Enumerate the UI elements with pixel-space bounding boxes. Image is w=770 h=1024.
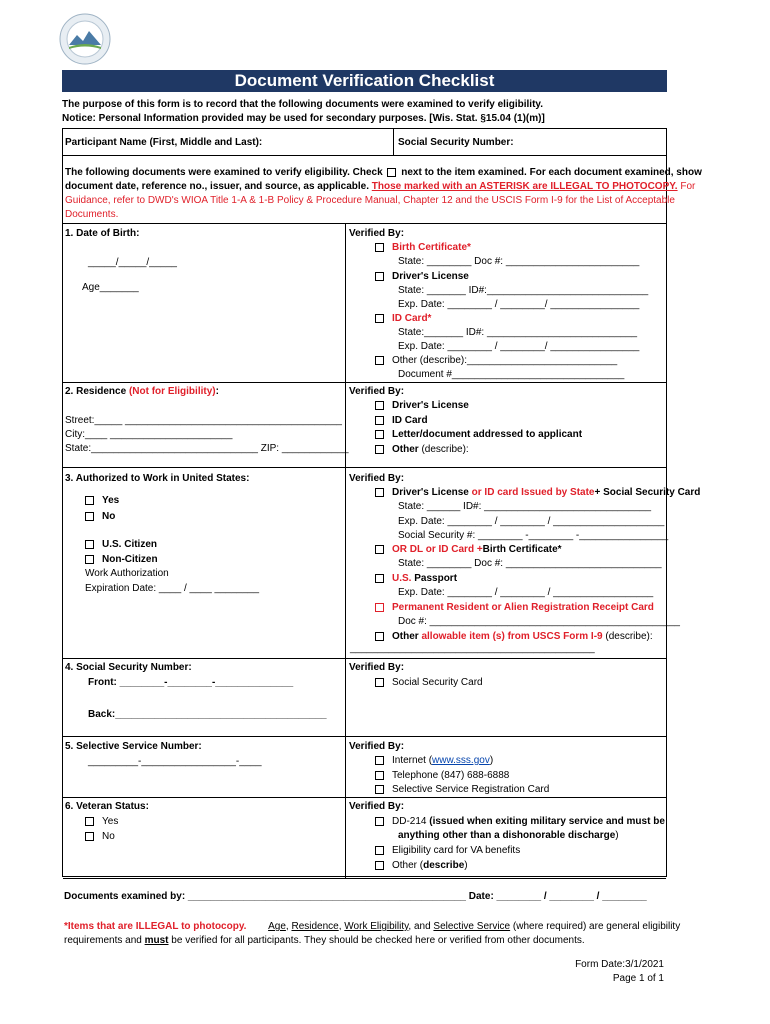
ssn-field[interactable] <box>394 147 667 155</box>
id-state-field[interactable]: State:_______ ID#: ___________________________ <box>398 327 638 338</box>
residence-other-option[interactable]: Other (describe): <box>375 443 469 456</box>
veteran-other-option[interactable]: Other (describe) <box>375 859 468 872</box>
checkbox[interactable] <box>375 445 384 454</box>
checkbox[interactable] <box>375 785 384 794</box>
illegal-notice: Those marked with an ASTERISK are ILLEGAL TO PHOTOCOPY. <box>371 181 678 192</box>
dob-field[interactable]: _____/_____/_____ <box>88 257 177 268</box>
ssn-verified-by: Verified By: <box>349 662 405 673</box>
instructions-line2: document date, reference no., issuer, and source, as applicable. Those marked with an ASTERISK are ILLEGAL TO PHOTOCOPY. For <box>65 181 696 192</box>
checkbox[interactable] <box>375 243 384 252</box>
sss-link[interactable]: www.sss.gov <box>432 755 490 766</box>
checkbox[interactable] <box>375 771 384 780</box>
residence-verified-by: Verified By: <box>349 386 405 397</box>
agency-seal-logo <box>59 13 111 65</box>
city-field[interactable]: City:____ ______________________ <box>65 429 233 440</box>
internet-option[interactable]: Internet (www.sss.gov) <box>375 754 493 767</box>
ssn-label: Social Security Number: <box>398 137 514 148</box>
checkbox[interactable] <box>85 555 94 564</box>
selective-service-label: 5. Selective Service Number: <box>65 741 202 752</box>
veteran-yes-option[interactable]: Yes <box>85 815 118 828</box>
checkbox[interactable] <box>375 545 384 554</box>
work-other-option[interactable]: Other allowable item (s) from USCS Form I-9 (describe): <box>375 630 653 643</box>
passport-exp-field[interactable]: Exp. Date: ________ / ________ / __________________ <box>398 587 654 598</box>
ss-card-option[interactable]: Social Security Card <box>375 676 483 689</box>
checkbox[interactable] <box>85 817 94 826</box>
residence-dl-option[interactable]: Driver's License <box>375 399 469 412</box>
va-card-option[interactable]: Eligibility card for VA benefits <box>375 844 520 857</box>
veteran-label: 6. Veteran Status: <box>65 801 149 812</box>
checkbox[interactable] <box>85 540 94 549</box>
work-verified-by: Verified By: <box>349 473 405 484</box>
checkbox[interactable] <box>375 678 384 687</box>
checkbox[interactable] <box>375 632 384 641</box>
participant-name-field[interactable] <box>63 147 393 155</box>
age-field[interactable]: Age_______ <box>82 282 139 293</box>
work-dl-state-field[interactable]: State: ______ ID#: ______________________________ <box>398 501 652 512</box>
dob-other-option[interactable]: Other (describe):___________________________ <box>375 354 617 367</box>
birth-cert-state-field[interactable]: State: ________ Doc #: ________________________ <box>398 256 640 267</box>
state-zip-field[interactable]: State:______________________________ ZIP: ____________ <box>65 443 349 454</box>
work-yes-option[interactable]: Yes <box>85 494 119 507</box>
id-exp-field[interactable]: Exp. Date: ________ / ________/ ________________ <box>398 341 640 352</box>
or-dl-state-field[interactable]: State: ________ Doc #: ____________________________ <box>398 558 662 569</box>
checkbox[interactable] <box>375 756 384 765</box>
guidance-end: Documents. <box>65 209 119 220</box>
drivers-license-option[interactable]: Driver's License <box>375 270 469 283</box>
ssn-front-field[interactable]: Front: ________-________-______________ <box>88 677 294 688</box>
checkbox[interactable] <box>375 416 384 425</box>
veteran-no-option[interactable]: No <box>85 830 115 843</box>
prc-doc-field[interactable]: Doc #: _____________________________________________ <box>398 616 680 627</box>
work-dl-exp-field[interactable]: Exp. Date: ________ / ________ / ____________________ <box>398 516 665 527</box>
or-dl-option[interactable]: OR DL or ID Card +Birth Certificate* <box>375 543 562 556</box>
guidance-line: Guidance, refer to DWD's WIOA Title 1-A & 1-B Policy & Procedure Manual, Chapter 12 and the USCIS Form I-9 for the List of Acceptable <box>65 195 675 206</box>
residence-label: 2. Residence (Not for Eligibility): <box>65 386 219 397</box>
footer-line2: requirements and must be verified for all participants. They should be checked here or verified from other documents. <box>64 935 585 946</box>
checkbox[interactable] <box>375 846 384 855</box>
dob-label: 1. Date of Birth: <box>65 228 140 239</box>
birth-certificate-option[interactable]: Birth Certificate* <box>375 241 471 254</box>
checkbox[interactable] <box>85 496 94 505</box>
purpose-text: The purpose of this form is to record that the following documents were examined to verify eligibility. <box>62 99 543 110</box>
work-ssn-field[interactable]: Social Security #: ________ -________ -________________ <box>398 530 669 541</box>
residence-letter-option[interactable]: Letter/document addressed to applicant <box>375 428 582 441</box>
checkbox[interactable] <box>375 314 384 323</box>
dd214-option[interactable]: DD-214 (issued when exiting military service and must be <box>375 815 665 828</box>
form-title: Document Verification Checklist <box>62 70 667 92</box>
us-citizen-option[interactable]: U.S. Citizen <box>85 538 157 551</box>
checkbox[interactable] <box>375 430 384 439</box>
id-card-option[interactable]: ID Card* <box>375 312 431 325</box>
street-field[interactable]: Street:_____ _______________________________________ <box>65 415 342 426</box>
checkbox[interactable] <box>375 861 384 870</box>
checkbox[interactable] <box>375 488 384 497</box>
telephone-option[interactable]: Telephone (847) 688-6888 <box>375 769 509 782</box>
checkbox[interactable] <box>375 401 384 410</box>
documents-examined-field[interactable]: Documents examined by: __________________________________________________ Date: ________ / ________ / ________ <box>64 891 647 902</box>
checkbox[interactable] <box>375 574 384 583</box>
form-date: Form Date:3/1/2021 <box>575 959 664 970</box>
participant-name-label: Participant Name (First, Middle and Last): <box>65 137 263 148</box>
work-no-option[interactable]: No <box>85 510 115 523</box>
veteran-verified-by: Verified By: <box>349 801 405 812</box>
work-dl-option[interactable]: Driver's License or ID card Issued by State+ Social Security Card <box>375 486 700 499</box>
checkbox[interactable] <box>375 272 384 281</box>
dl-state-field[interactable]: State: _______ ID#:_____________________________ <box>398 285 649 296</box>
dl-exp-field[interactable]: Exp. Date: ________ / ________/ ________________ <box>398 299 640 310</box>
dob-other-doc-field[interactable]: Document #_______________________________ <box>398 369 625 380</box>
residence-id-option[interactable]: ID Card <box>375 414 428 427</box>
page-number: Page 1 of 1 <box>612 973 664 984</box>
non-citizen-option[interactable]: Non-Citizen <box>85 553 158 566</box>
checklist-table <box>62 128 702 877</box>
selective-verified-by: Verified By: <box>349 741 405 752</box>
dd214-note: anything other than a dishonorable discharge) <box>398 830 619 841</box>
checkbox[interactable] <box>85 512 94 521</box>
checkbox[interactable] <box>375 603 384 612</box>
checkbox[interactable] <box>375 356 384 365</box>
selective-service-field[interactable]: _________-_________________-____ <box>88 756 262 767</box>
footer-line1: *Items that are ILLEGAL to photocopy. Age, Residence, Work Eligibility, and Selective Service (where required) are general eligibility <box>64 921 681 932</box>
expiration-field[interactable]: Expiration Date: ____ / ____ ________ <box>85 583 260 594</box>
checkbox[interactable] <box>375 817 384 826</box>
notice-text: Notice: Personal Information provided may be used for secondary purposes. [Wis. Stat. §15.04 (1)(m)] <box>62 113 545 124</box>
checkbox[interactable] <box>85 832 94 841</box>
prc-option[interactable]: Permanent Resident or Alien Registration Receipt Card <box>375 601 654 614</box>
instructions-line1: The following documents were examined to verify eligibility. Check next to the item examined. For each document examined, show <box>65 167 702 178</box>
ss-registration-card-option[interactable]: Selective Service Registration Card <box>375 783 549 796</box>
passport-option[interactable]: U.S. Passport <box>375 572 457 585</box>
work-auth-label: 3. Authorized to Work in United States: <box>65 473 250 484</box>
work-auth-text: Work Authorization <box>85 568 169 579</box>
checkbox-sample-icon <box>387 168 396 177</box>
dob-verified-by: Verified By: <box>349 228 405 239</box>
ssn-back-field[interactable]: Back:______________________________________ <box>88 709 327 720</box>
work-other-line[interactable]: ____________________________________________ <box>350 643 595 654</box>
ssn-section-label: 4. Social Security Number: <box>65 662 192 673</box>
